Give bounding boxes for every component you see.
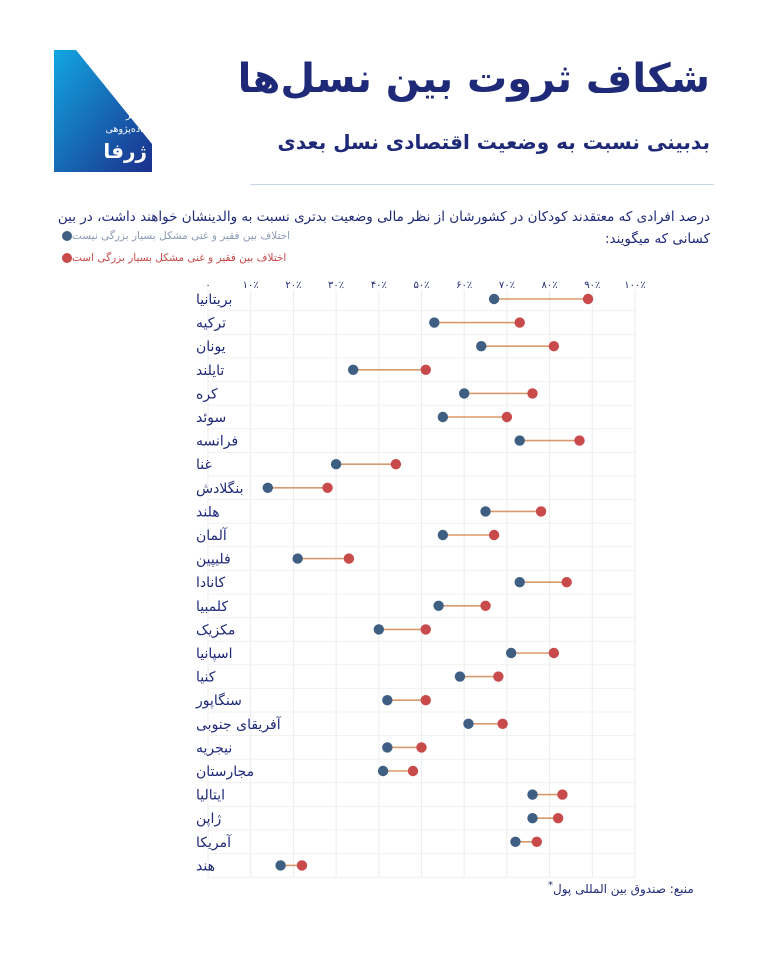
dot-not-big	[263, 483, 273, 493]
dot-not-big	[429, 317, 439, 327]
dot-not-big	[515, 435, 525, 445]
country-label: کره	[196, 386, 218, 403]
country-label: یونان	[196, 339, 226, 356]
dot-not-big	[378, 766, 388, 776]
legend-label-big: اختلاف بین فقیر و غنی مشکل بسیار بزرگی است	[72, 252, 287, 264]
dot-big	[502, 412, 512, 422]
dot-not-big	[515, 577, 525, 587]
dot-not-big	[292, 553, 302, 563]
dot-big	[493, 671, 503, 681]
dot-not-big	[527, 813, 537, 823]
dot-big	[421, 624, 431, 634]
dot-not-big	[510, 837, 520, 847]
x-tick-label: ۷۰٪	[498, 280, 515, 291]
dot-not-big	[275, 860, 285, 870]
dot-big	[549, 648, 559, 658]
dot-not-big	[506, 648, 516, 658]
x-tick-label: ۸۰٪	[541, 280, 558, 291]
x-tick-label: ۶۰٪	[456, 280, 473, 291]
dot-not-big	[331, 459, 341, 469]
country-label: ایتالیا	[196, 787, 226, 804]
country-label: هلند	[196, 504, 220, 521]
legend-label-not-big: اختلاف بین فقیر و غنی مشکل بسیار بزرگی نیست	[72, 230, 291, 242]
dot-big	[497, 719, 507, 729]
dot-big	[574, 435, 584, 445]
country-label: فرانسه	[196, 433, 239, 450]
dot-not-big	[480, 506, 490, 516]
dot-not-big	[438, 530, 448, 540]
page-title: شکاف ثروت بین نسل‌ها	[237, 56, 710, 102]
country-label: آمریکا	[196, 834, 232, 851]
dot-big	[553, 813, 563, 823]
dot-big	[489, 530, 499, 540]
logo-line2: داده‌پژوهی	[105, 124, 147, 135]
dot-not-big	[459, 388, 469, 398]
country-label: ترکیه	[196, 315, 227, 332]
dot-big	[421, 695, 431, 705]
dot-not-big	[455, 671, 465, 681]
dot-big	[391, 459, 401, 469]
dot-not-big	[489, 294, 499, 304]
country-label: مکزیک	[196, 622, 236, 639]
country-label: مجارستان	[196, 764, 255, 780]
dot-big	[297, 860, 307, 870]
dot-not-big	[348, 365, 358, 375]
country-label: سوئد	[196, 410, 227, 426]
logo-line1: مرکز	[125, 110, 147, 121]
country-label: آلمان	[196, 528, 227, 544]
source-text: منبع: صندوق بین المللی پول	[553, 882, 694, 896]
dot-big	[557, 789, 567, 799]
dot-not-big	[382, 695, 392, 705]
dot-not-big	[374, 624, 384, 634]
dot-big	[527, 388, 537, 398]
dot-big	[536, 506, 546, 516]
dot-not-big	[527, 789, 537, 799]
page-subtitle: بدبینی نسبت به وضعیت اقتصادی نسل بعدی	[277, 130, 710, 154]
dot-big	[480, 601, 490, 611]
x-tick-label: ۱۰٪	[242, 280, 259, 291]
dot-big	[549, 341, 559, 351]
dot-big	[532, 837, 542, 847]
country-label: ژاپن	[196, 811, 222, 828]
country-label: کانادا	[196, 575, 226, 592]
dot-not-big	[476, 341, 486, 351]
country-label: کلمبیا	[196, 598, 229, 615]
source-note	[548, 880, 694, 896]
x-tick-label: ۹۰٪	[584, 280, 601, 291]
chart-description: درصد افرادی که معتقدند کودکان در کشورشان از نظر مالی وضعیت بدتری نسبت به والدینشان خواهند داشت، در بین کسانی که میگویند:	[57, 209, 710, 247]
country-label: نیجریه	[196, 740, 233, 757]
dot-not-big	[382, 742, 392, 752]
x-tick-label: ۰	[205, 280, 211, 291]
dot-big	[515, 317, 525, 327]
dot-not-big	[438, 412, 448, 422]
country-label: تایلند	[196, 362, 225, 379]
dot-big	[408, 766, 418, 776]
country-label: هند	[196, 858, 215, 875]
country-label: کنیا	[196, 669, 216, 686]
dot-big	[583, 294, 593, 304]
country-label: فلیپین	[196, 551, 231, 568]
logo-brand: ژرفا	[103, 139, 147, 163]
dot-big	[561, 577, 571, 587]
country-label: اسپانیا	[196, 646, 233, 662]
dot-big	[344, 553, 354, 563]
x-tick-label: ۴۰٪	[370, 280, 387, 291]
country-label: غنا	[196, 457, 212, 474]
x-tick-label: ۳۰٪	[328, 280, 345, 291]
country-label: آفریقای جنوبی	[196, 716, 281, 733]
country-label: بریتانیا	[196, 292, 233, 308]
dot-not-big	[463, 719, 473, 729]
x-tick-label: ۱۰۰٪	[624, 280, 646, 291]
dot-not-big	[433, 601, 443, 611]
x-tick-label: ۵۰٪	[413, 280, 430, 291]
country-label: سنگاپور	[196, 693, 242, 710]
dot-big	[421, 365, 431, 375]
x-tick-label: ۲۰٪	[285, 280, 302, 291]
dot-big	[416, 742, 426, 752]
source-asterisk: *	[548, 880, 553, 891]
country-label: بنگلادش	[196, 480, 244, 497]
dot-big	[322, 483, 332, 493]
